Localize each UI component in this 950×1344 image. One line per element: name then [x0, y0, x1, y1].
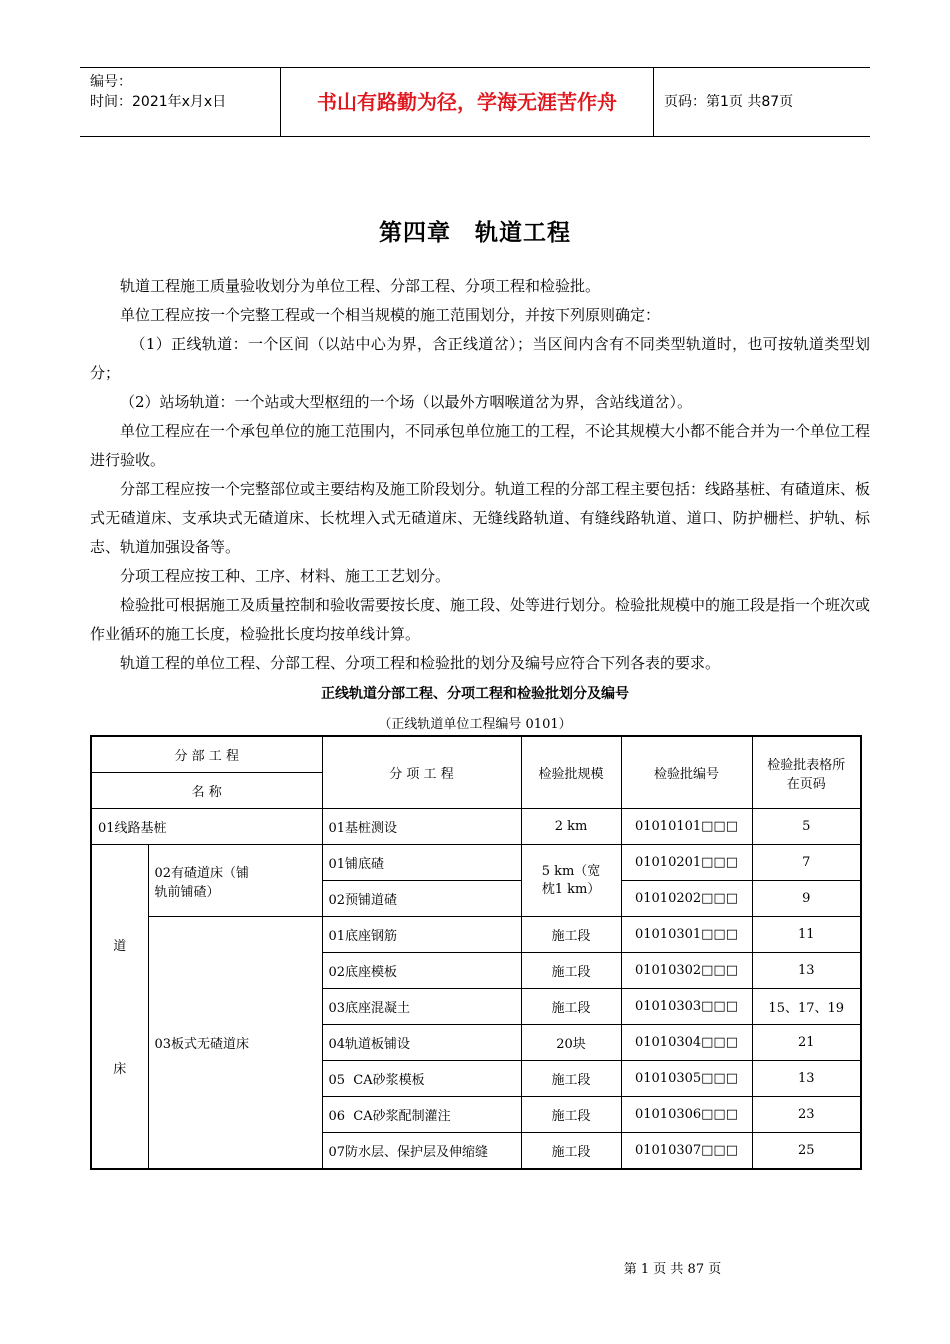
paragraph: 分部工程应按一个完整部位或主要结构及施工阶段划分。轨道工程的分部工程主要包括：线路基桩、有碴道床、板式无碴道床、支承块式无碴道床、长枕埋入式无碴道床、无缝线路轨道、有缝线路轨道、道口、防护栅栏、护轨、标志、轨道加强设备等。	[90, 480, 871, 556]
cell-part: 01线路基桩	[91, 809, 322, 845]
header-page: 检验批表格所在页码	[752, 736, 861, 809]
chapter-title: 第四章 轨道工程	[379, 220, 571, 246]
cell-code: 01010306□□□	[621, 1097, 752, 1133]
page-footer: 第 1 页 共 87 页	[623, 1262, 722, 1277]
cell-code: 01010101□□□	[621, 809, 752, 845]
cell-code: 01010202□□□	[621, 881, 752, 917]
sub-part-02: 02有碴道床（铺轨前铺碴）	[148, 845, 322, 917]
paragraph: 轨道工程的单位工程、分部工程、分项工程和检验批的划分及编号应符合下列各表的要求。	[120, 654, 721, 672]
table-subtitle: （正线轨道单位工程编号 0101）	[378, 717, 572, 732]
table-row	[91, 809, 861, 845]
header-code: 检验批编号	[621, 736, 752, 809]
cell-scale: 施工段	[521, 989, 621, 1025]
paragraph: 检验批可根据施工及质量控制和验收需要按长度、施工段、处等进行划分。检验批规模中的施工段是指一个班次或作业循环的施工长度，检验批长度均按单线计算。	[90, 596, 871, 643]
cell-item: 05 CA砂浆模板	[322, 1061, 521, 1097]
cell-page: 23	[752, 1097, 861, 1133]
cell-page: 13	[752, 953, 861, 989]
cell-item: 02底座模板	[322, 953, 521, 989]
table-title: 正线轨道分部工程、分项工程和检验批划分及编号	[321, 686, 629, 702]
cell-scale: 施工段	[521, 953, 621, 989]
cell-scale: 5 km（宽枕1 km）	[521, 845, 621, 917]
cell-code: 01010307□□□	[621, 1133, 752, 1170]
cell-code: 01010305□□□	[621, 1061, 752, 1097]
cell-code: 01010303□□□	[621, 989, 752, 1025]
cell-scale: 施工段	[521, 917, 621, 953]
table-row	[91, 917, 861, 953]
header-fenbu: 分 部 工 程	[91, 736, 322, 773]
cell-item: 06 CA砂浆配制灌注	[322, 1097, 521, 1133]
cell-page: 21	[752, 1025, 861, 1061]
group-cell	[91, 845, 148, 1170]
cell-item: 03底座混凝土	[322, 989, 521, 1025]
cell-scale: 施工段	[521, 1097, 621, 1133]
cell-page: 15、17、19	[752, 989, 861, 1025]
cell-scale: 2 km	[521, 809, 621, 845]
cell-page: 25	[752, 1133, 861, 1170]
cell-item: 02预铺道碴	[322, 881, 521, 917]
cell-page: 13	[752, 1061, 861, 1097]
paragraph: 单位工程应按一个完整工程或一个相当规模的施工范围划分，并按下列原则确定：	[120, 306, 661, 324]
cell-scale: 施工段	[521, 1133, 621, 1170]
division-table	[90, 735, 862, 1170]
cell-item: 04轨道板铺设	[322, 1025, 521, 1061]
page-header	[80, 67, 870, 137]
motto: 书山有路勤为径，学海无涯苦作舟	[280, 68, 654, 136]
cell-page: 11	[752, 917, 861, 953]
page-info: 页码：第1页 共87页	[664, 94, 794, 110]
cell-page: 5	[752, 809, 861, 845]
sub-part-03: 03板式无碴道床	[148, 917, 322, 1170]
cell-code: 01010304□□□	[621, 1025, 752, 1061]
header-scale: 检验批规模	[521, 736, 621, 809]
cell-item: 01基桩测设	[322, 809, 521, 845]
header-left	[80, 68, 280, 136]
cell-scale: 20块	[521, 1025, 621, 1061]
time-label: 时间：2021年x月x日	[90, 94, 227, 110]
paragraph: （1）正线轨道：一个区间（以站中心为界，含正线道岔）；当区间内含有不同类型轨道时，也可按轨道类型划分；	[90, 335, 870, 382]
cell-item: 01铺底碴	[322, 845, 521, 881]
cell-page: 7	[752, 845, 861, 881]
number-label: 编号：	[90, 74, 132, 90]
cell-code: 01010301□□□	[621, 917, 752, 953]
table-header-row	[91, 736, 861, 773]
paragraph: 分项工程应按工种、工序、材料、施工工艺划分。	[120, 567, 451, 585]
paragraph: 轨道工程施工质量验收划分为单位工程、分部工程、分项工程和检验批。	[120, 277, 601, 295]
group-chuang: 床	[113, 1062, 127, 1077]
paragraph: （2）站场轨道：一个站或大型枢纽的一个场（以最外方咽喉道岔为界，含站线道岔）。	[120, 393, 693, 411]
header-name: 名 称	[91, 773, 322, 809]
cell-code: 01010201□□□	[621, 845, 752, 881]
cell-scale: 施工段	[521, 1061, 621, 1097]
paragraph: 单位工程应在一个承包单位的施工范围内，不同承包单位施工的工程，不论其规模大小都不能合并为一个单位工程进行验收。	[90, 422, 871, 469]
cell-page: 9	[752, 881, 861, 917]
cell-code: 01010302□□□	[621, 953, 752, 989]
cell-item: 01底座钢筋	[322, 917, 521, 953]
group-dao: 道	[113, 939, 127, 954]
body-text	[90, 272, 870, 678]
header-fenxiang: 分 项 工 程	[322, 736, 521, 809]
cell-item: 07防水层、保护层及伸缩缝	[322, 1133, 521, 1170]
table-row	[91, 845, 861, 881]
